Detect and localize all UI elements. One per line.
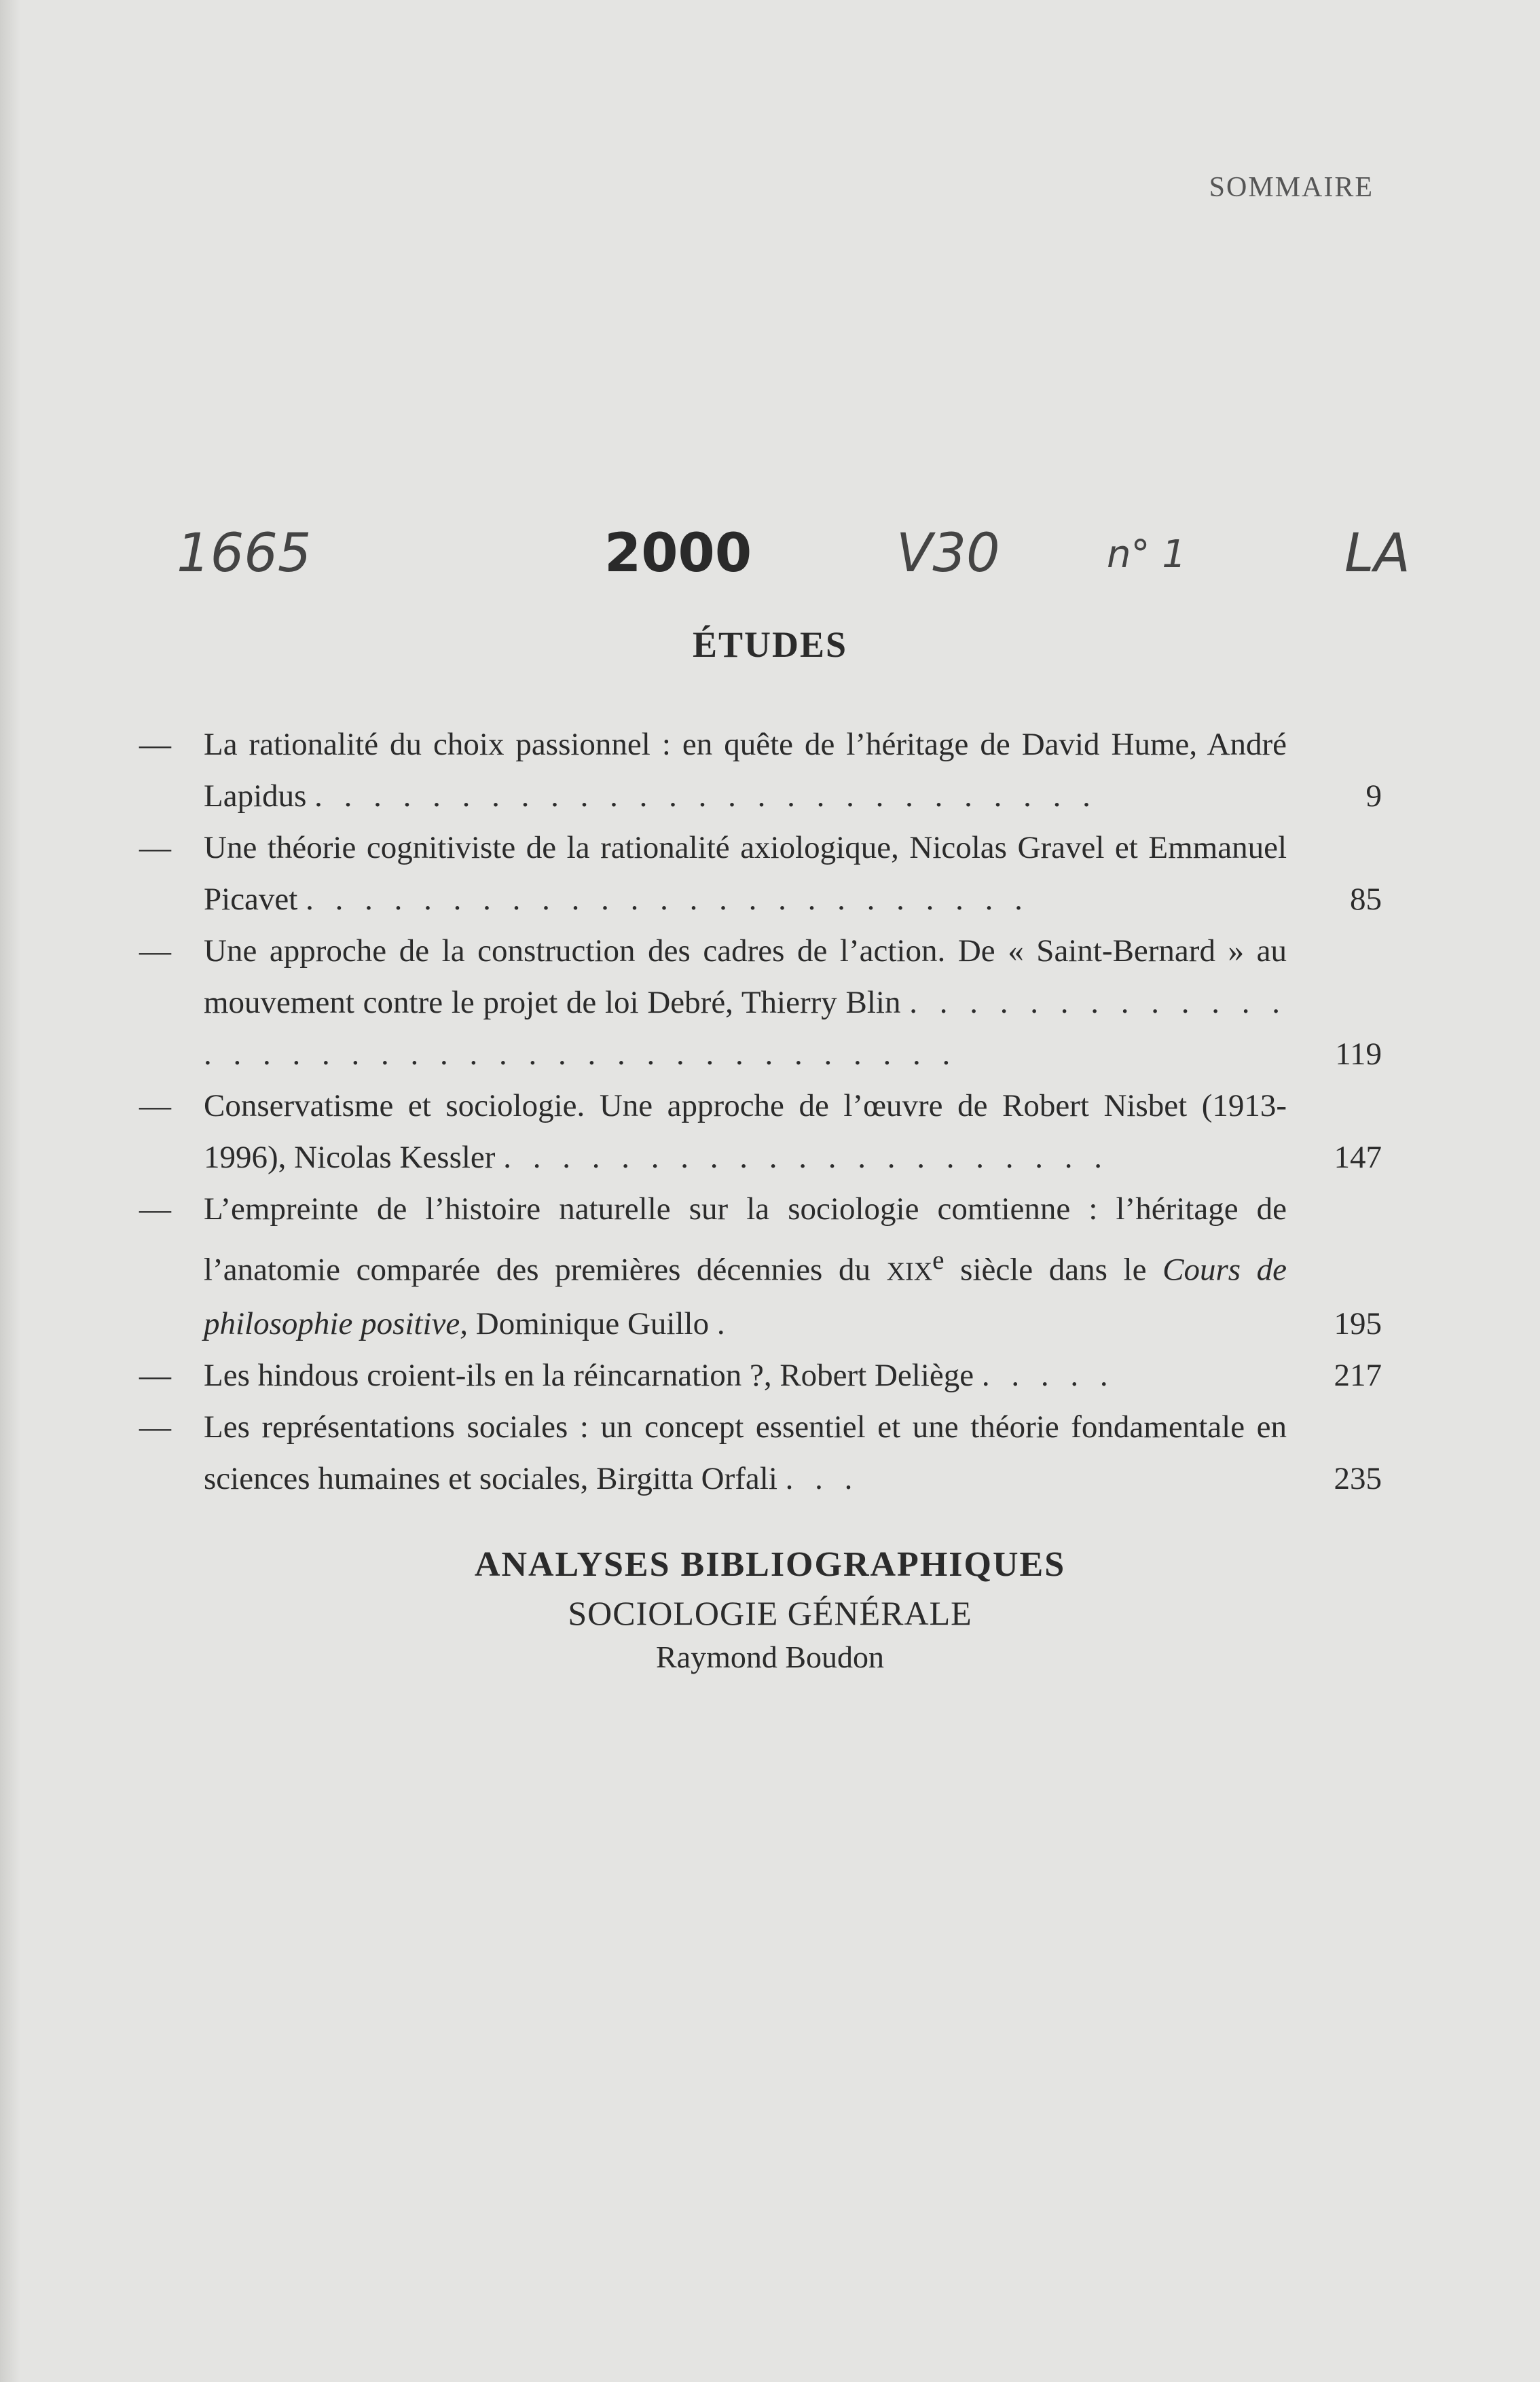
toc-entry	[139, 925, 1382, 1080]
toc-page-number: 9	[1365, 778, 1382, 814]
toc-page-number: 217	[1334, 1357, 1382, 1393]
toc-entry-text: Une approche de la construction des cadres de l’action. De « Saint-Bernard » au mouvement contre le projet de loi Debré, Thierry Blin	[204, 933, 1287, 1020]
table-of-contents	[139, 719, 1382, 1504]
toc-century-sup: e	[932, 1246, 945, 1275]
toc-dash: —	[139, 1088, 171, 1123]
toc-entry	[139, 822, 1382, 925]
toc-page-number: 85	[1350, 882, 1382, 917]
toc-leader: . . . . . . . . . . . . . . . . . . . . .	[503, 1140, 1109, 1175]
handwritten-annotation	[163, 523, 1433, 598]
toc-entry-text: L’empreinte de l’histoire naturelle sur la sociologie comtienne : l’héritage de l’anatomie comparée des premières décennies du	[204, 1191, 1287, 1288]
toc-entry-text: Conservatisme et sociologie. Une approche de l’œuvre de Robert Nisbet (1913-1996), Nicolas Kessler	[204, 1088, 1287, 1175]
toc-entry-text-mid: siècle dans le	[944, 1252, 1163, 1288]
toc-leader: . . . . .	[981, 1357, 1115, 1393]
toc-leader: . . .	[785, 1460, 860, 1496]
toc-entry	[139, 1183, 1382, 1350]
toc-entry	[139, 719, 1382, 822]
bibliography-section	[0, 1540, 1540, 1678]
toc-century: XIX	[886, 1257, 933, 1286]
toc-dash: —	[139, 1191, 171, 1227]
page-binding-edge	[0, 0, 20, 2382]
bibliography-subtitle: SOCIOLOGIE GÉNÉRALE	[568, 1594, 972, 1632]
toc-leader: . . . . . . . . . . . . . . . . . . . . . . . . . . . . . . . . . . . . . . .	[204, 985, 1287, 1072]
bibliography-title: ANALYSES BIBLIOGRAPHIQUES	[474, 1545, 1066, 1584]
toc-dash: —	[139, 1357, 171, 1393]
handwritten-note: V30	[896, 523, 1000, 584]
toc-book-title: Cours de philosophie positive,	[204, 1252, 1287, 1341]
toc-leader: .	[716, 1305, 732, 1341]
toc-leader: . . . . . . . . . . . . . . . . . . . . . . . . . . .	[314, 778, 1097, 814]
toc-page-number: 195	[1334, 1305, 1382, 1341]
toc-entry	[139, 1401, 1382, 1504]
handwritten-note: 1665	[177, 523, 312, 584]
toc-leader: . . . . . . . . . . . . . . . . . . . . . . . . .	[306, 882, 1029, 917]
handwritten-note: LA	[1344, 523, 1410, 584]
toc-dash: —	[139, 933, 171, 969]
toc-dash: —	[139, 727, 171, 762]
toc-entry	[139, 1080, 1382, 1183]
running-header: SOMMAIRE	[1209, 172, 1374, 203]
toc-entry-text: Une théorie cognitiviste de la rationalité axiologique, Nicolas Gravel et Emmanuel Picavet	[204, 830, 1287, 917]
toc-page-number: 119	[1335, 1036, 1382, 1072]
toc-page-number: 235	[1334, 1460, 1382, 1496]
handwritten-note: n° 1	[1107, 533, 1186, 577]
toc-entry-text: Les représentations sociales : un concept essentiel et une théorie fondamentale en sciences humaines et sociales, Birgitta Orfali	[204, 1409, 1287, 1496]
toc-entry-text: Les hindous croient-ils en la réincarnation ?, Robert Deliège	[204, 1357, 974, 1393]
bibliography-author: Raymond Boudon	[655, 1640, 885, 1674]
toc-dash: —	[139, 1409, 171, 1445]
toc-entry-text: La rationalité du choix passionnel : en quête de l’héritage de David Hume, André Lapidus	[204, 727, 1287, 814]
handwritten-note: 2000	[604, 523, 752, 584]
toc-entry	[139, 1350, 1382, 1401]
toc-page-number: 147	[1334, 1140, 1382, 1175]
section-title-etudes: ÉTUDES	[692, 624, 848, 665]
toc-dash: —	[139, 830, 171, 865]
toc-entry-author: Dominique Guillo	[468, 1305, 710, 1341]
